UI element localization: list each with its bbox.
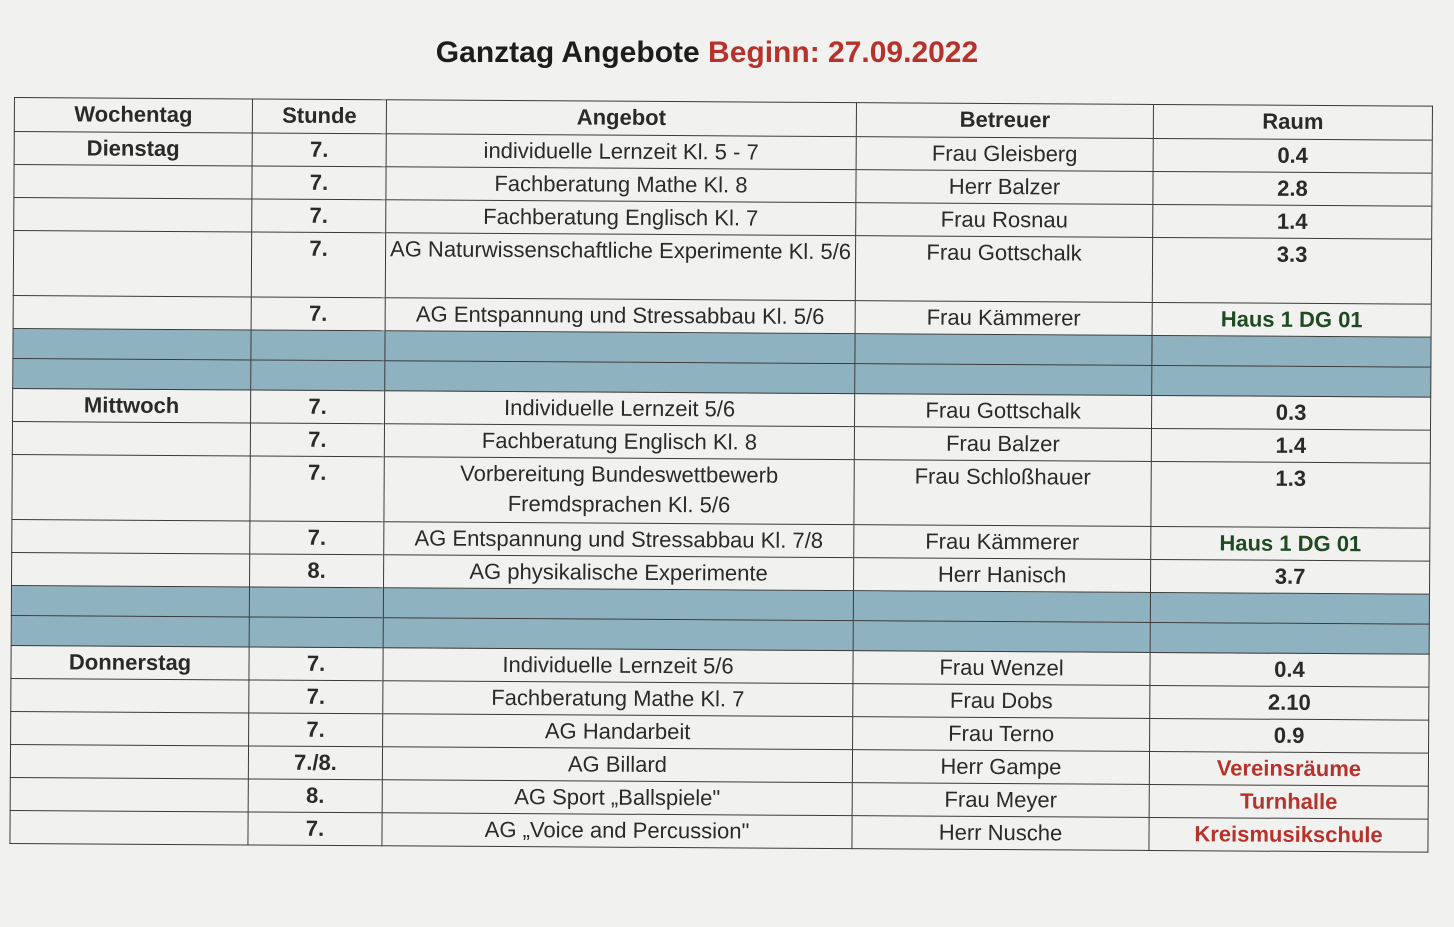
- hour-cell: 7.: [248, 812, 382, 846]
- supervisor-cell: Frau Gottschalk: [855, 394, 1152, 429]
- supervisor-cell: Herr Gampe: [852, 750, 1149, 785]
- room-cell: Vereinsräume: [1149, 751, 1428, 786]
- header-supervisor: Betreuer: [856, 103, 1153, 139]
- hour-cell: 7.: [251, 232, 385, 298]
- page-title: [0, 36, 1414, 70]
- hour-cell: 7.: [250, 456, 384, 522]
- supervisor-cell: Frau Terno: [853, 717, 1150, 752]
- offer-cell: AG Entspannung und Stressabbau Kl. 5/6: [385, 298, 855, 334]
- hour-cell: 8.: [250, 554, 384, 588]
- offer-cell: Fachberatung Englisch Kl. 8: [384, 424, 854, 460]
- day-cell: [10, 810, 248, 844]
- room-cell: 1.4: [1151, 428, 1430, 463]
- offer-cell: AG Handarbeit: [383, 714, 853, 750]
- header-room: Raum: [1153, 104, 1432, 140]
- offer-cell: AG Naturwissenschaftliche Experimente Kl. 5/6: [385, 233, 855, 301]
- supervisor-cell: Herr Balzer: [856, 170, 1153, 205]
- day-cell: [12, 519, 250, 553]
- room-cell: Turnhalle: [1149, 784, 1428, 819]
- room-cell: 0.9: [1150, 718, 1429, 753]
- offer-cell: AG Billard: [382, 747, 852, 783]
- title-start-date: Beginn: 27.09.2022: [708, 36, 979, 69]
- hour-cell: 7.: [251, 297, 385, 331]
- offer-cell: Fachberatung Mathe Kl. 7: [383, 681, 853, 717]
- offer-cell: Vorbereitung Bundeswettbewerb Fremdsprachen Kl. 5/6: [384, 457, 854, 525]
- header-offer: Angebot: [386, 100, 856, 137]
- offer-cell: Individuelle Lernzeit 5/6: [385, 391, 855, 427]
- hour-cell: 7.: [250, 423, 384, 457]
- supervisor-cell: Frau Meyer: [852, 783, 1149, 818]
- supervisor-cell: Frau Gleisberg: [856, 137, 1153, 172]
- supervisor-cell: Frau Rosnau: [856, 203, 1153, 238]
- hour-cell: 7.: [249, 647, 383, 681]
- day-cell: [11, 678, 249, 712]
- supervisor-cell: Frau Balzer: [854, 427, 1151, 462]
- offer-cell: Fachberatung Englisch Kl. 7: [386, 200, 856, 236]
- room-cell: 1.4: [1153, 204, 1432, 239]
- day-cell: [13, 231, 251, 297]
- room-cell: 2.8: [1153, 171, 1432, 206]
- day-cell: Dienstag: [14, 132, 252, 166]
- room-cell: Kreismusikschule: [1149, 817, 1428, 852]
- supervisor-cell: Frau Kämmerer: [855, 301, 1152, 336]
- hour-cell: 7.: [252, 199, 386, 233]
- room-cell: 2.10: [1150, 685, 1429, 720]
- offer-cell: AG „Voice and Percussion": [382, 813, 852, 849]
- offer-cell: individuelle Lernzeit Kl. 5 - 7: [386, 134, 856, 170]
- hour-cell: 7.: [252, 133, 386, 167]
- schedule-table: [9, 97, 1433, 853]
- day-cell: [14, 198, 252, 232]
- room-cell: Haus 1 DG 01: [1152, 302, 1431, 337]
- offer-cell: Fachberatung Mathe Kl. 8: [386, 167, 856, 203]
- table-row: [12, 454, 1430, 528]
- offer-cell: AG Entspannung und Stressabbau Kl. 7/8: [384, 522, 854, 558]
- hour-cell: 7.: [249, 713, 383, 747]
- day-cell: [10, 744, 248, 778]
- room-cell: 1.3: [1151, 461, 1430, 528]
- room-cell: 0.4: [1153, 138, 1432, 173]
- room-cell: 0.3: [1151, 395, 1430, 430]
- title-main: Ganztag Angebote: [435, 36, 700, 69]
- room-cell: Haus 1 DG 01: [1151, 526, 1430, 561]
- room-cell: 0.4: [1150, 652, 1429, 687]
- table-row: [13, 231, 1431, 305]
- day-cell: Mittwoch: [13, 388, 251, 422]
- hour-cell: 7.: [250, 521, 384, 555]
- supervisor-cell: Frau Schloßhauer: [854, 460, 1151, 527]
- supervisor-cell: Frau Gottschalk: [855, 236, 1152, 303]
- hour-cell: 7.: [251, 390, 385, 424]
- offer-cell: AG physikalische Experimente: [384, 555, 854, 591]
- day-cell: [12, 421, 250, 455]
- hour-cell: 7.: [249, 680, 383, 714]
- offer-cell: AG Sport „Ballspiele": [382, 780, 852, 816]
- hour-cell: 8.: [248, 779, 382, 813]
- hour-cell: 7./8.: [248, 746, 382, 780]
- day-cell: [12, 454, 250, 520]
- header-hour: Stunde: [252, 99, 386, 134]
- day-cell: Donnerstag: [11, 645, 249, 679]
- day-cell: [12, 552, 250, 586]
- hour-cell: 7.: [252, 166, 386, 200]
- day-cell: [14, 165, 252, 199]
- supervisor-cell: Frau Dobs: [853, 684, 1150, 719]
- day-cell: [13, 295, 251, 329]
- offer-cell: Individuelle Lernzeit 5/6: [383, 648, 853, 684]
- header-day: Wochentag: [14, 98, 252, 133]
- supervisor-cell: Herr Hanisch: [854, 558, 1151, 593]
- supervisor-cell: Frau Wenzel: [853, 651, 1150, 686]
- room-cell: 3.7: [1150, 559, 1429, 594]
- day-cell: [11, 711, 249, 745]
- supervisor-cell: Herr Nusche: [852, 816, 1149, 851]
- supervisor-cell: Frau Kämmerer: [854, 525, 1151, 560]
- room-cell: 3.3: [1152, 237, 1431, 304]
- day-cell: [10, 777, 248, 811]
